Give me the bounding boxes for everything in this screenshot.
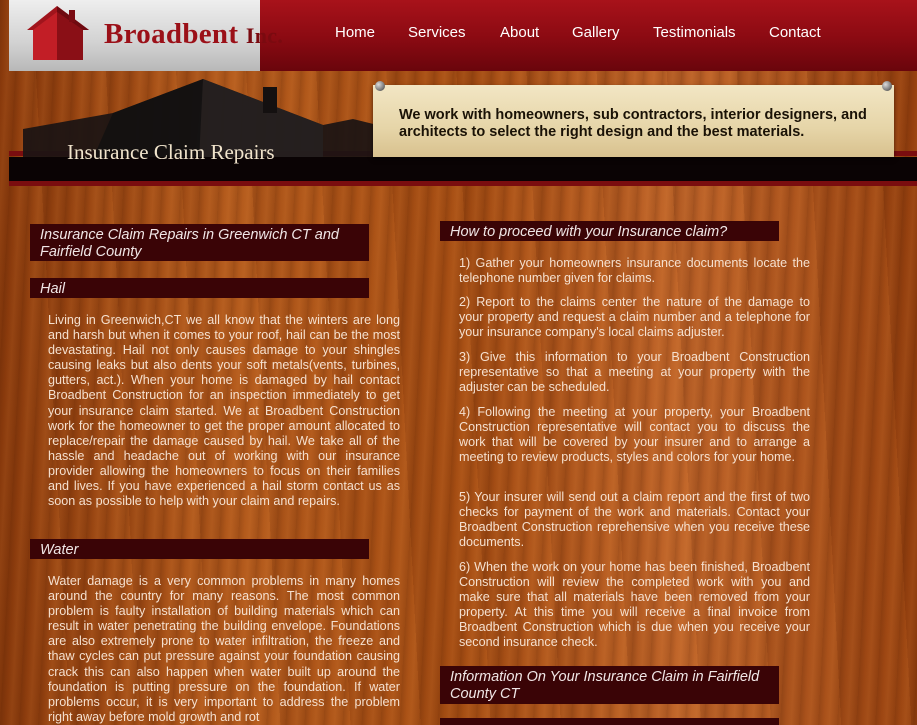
main-nav bbox=[0, 24, 917, 44]
water-paragraph: Water damage is a very common problems in many homes around the country for many reasons. The most common problem is faulty installation of building materials which can result in water penetrating the building envelope. Foundations are also extremely prone to water infiltration, the freeze and thaw cycles can put pressure against your foundation causing crack this can also happen when water built up around the foundation is putting pressure on the foundation. If water problems occur, it is very important to address the problem right away before mold growth and rot bbox=[48, 574, 400, 724]
step-item: 6) When the work on your home has been finished, Broadbent Construction will review the completed work with you and make sure that all materials have been removed from your property. At this time you will receive a final invoice from Broadbent Construction which is due when you receive your second insurance check. bbox=[459, 560, 810, 650]
brand-name-text: Broadbent bbox=[104, 18, 239, 50]
nav-about[interactable]: About bbox=[500, 24, 540, 41]
tagline-note bbox=[373, 85, 894, 157]
nav-gallery[interactable]: Gallery bbox=[572, 24, 620, 41]
step-item: 5) Your insurer will send out a claim report and the first of two checks for payment of the work and materials. Contact your Broadbent Construction reprehensive when you receive these documents. bbox=[459, 490, 810, 550]
nav-contact[interactable]: Contact bbox=[769, 24, 821, 41]
banner-divider-bottom bbox=[9, 181, 917, 186]
nail-icon bbox=[375, 81, 385, 91]
page-title: Insurance Claim Repairs bbox=[67, 140, 275, 164]
section-heading-proceed: How to proceed with your Insurance claim? bbox=[440, 221, 779, 241]
step-item: 2) Report to the claims center the nature of the damage to your property and request a claim number and a telephone for your insurance company's local claims adjuster. bbox=[459, 295, 810, 340]
section-heading-next bbox=[440, 718, 779, 725]
nav-services[interactable]: Services bbox=[408, 24, 466, 41]
nail-icon bbox=[882, 81, 892, 91]
brand-suffix: Inc. bbox=[245, 23, 284, 48]
step-item: 1) Gather your homeowners insurance documents locate the telephone number given for claims. bbox=[459, 256, 810, 286]
step-item: 3) Give this information to your Broadbent Construction representative so that a meeting at your property with the adjuster can be scheduled. bbox=[459, 350, 810, 395]
page-banner bbox=[9, 71, 917, 186]
section-heading-hail: Hail bbox=[30, 278, 369, 298]
tagline-text: We work with homeowners, sub contractors, interior designers, and architects to select the right design and the best materials. bbox=[399, 107, 867, 140]
section-heading-main: Insurance Claim Repairs in Greenwich CT and Fairfield County bbox=[30, 224, 369, 261]
nav-home[interactable]: Home bbox=[335, 24, 376, 41]
hail-paragraph: Living in Greenwich,CT we all know that the winters are long and harsh but when it comes to your roof, hail can be the most devastating. Hail not only causes damage to your shingles causing leaks but also dents your soft metals(vents, turbines, gutters, act.). When your home is damaged by hail contact Broadbent Construction for an inspection immediately to get your insurance claim started. We at Broadbent Construction work for the homeowner to get the proper amount allocated to replace/repair the damage caused by hail. We take all of the hassle and headache out of working with our insurance provider allowing the homeowners to focus on their families and lives. If you have experienced a hail storm contact us as soon as possible to help with your claim and repairs. bbox=[48, 313, 400, 509]
section-heading-info: Information On Your Insurance Claim in Fairfield County CT bbox=[440, 666, 779, 704]
section-heading-water: Water bbox=[30, 539, 369, 559]
nav-testimonials[interactable]: Testimonials bbox=[653, 24, 736, 41]
step-item: 4) Following the meeting at your property, your Broadbent Construction representative will contact you to discuss the work that will be covered by your insurer and to arrange a meeting to review products, styles and colors for your home. bbox=[459, 405, 810, 465]
